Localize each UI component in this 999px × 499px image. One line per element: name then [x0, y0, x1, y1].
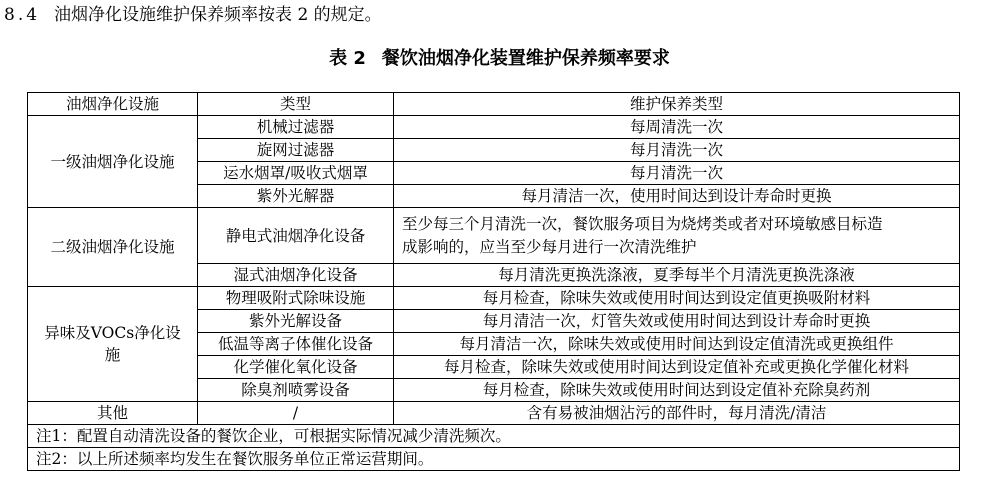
note-label: 注1： [36, 427, 77, 445]
note-text: 以上所述频率均发生在餐饮服务单位正常运营期间。 [76, 450, 434, 468]
category-line: 异味及VOCs净化设 [44, 324, 181, 342]
table-row [28, 116, 960, 139]
type-cell: 紫外光解器 [198, 185, 394, 208]
type-cell: 旋网过滤器 [198, 139, 394, 162]
section-text: 油烟净化设施维护保养频率按表 2 的规定。 [54, 5, 382, 25]
type-cell: 运水烟罩/吸收式烟罩 [198, 162, 394, 185]
maintenance-cell [394, 208, 960, 264]
maintenance-cell: 每月检查，除味失效或使用时间达到设定值补充除臭药剂 [394, 379, 960, 402]
maintenance-cell: 含有易被油烟沾污的部件时，每月清洗/清洁 [394, 402, 960, 425]
type-cell: / [198, 402, 394, 425]
note-cell [28, 425, 960, 448]
note-text: 配置自动清洗设备的餐饮企业，可根据实际情况减少清洗频次。 [76, 427, 511, 445]
maintenance-cell: 每月清洗更换洗涤液，夏季每半个月清洗更换洗涤液 [394, 264, 960, 287]
maintenance-cell: 每月清洗一次 [394, 162, 960, 185]
maintenance-cell: 每月清洁一次，使用时间达到设计寿命时更换 [394, 185, 960, 208]
type-cell: 化学催化氧化设备 [198, 356, 394, 379]
maintenance-cell: 每月检查，除味失效或使用时间达到设定值补充或更换化学催化材料 [394, 356, 960, 379]
category-cell: 二级油烟净化设施 [28, 208, 198, 287]
table-header-row [28, 93, 960, 116]
maintenance-cell: 每周清洗一次 [394, 116, 960, 139]
maintenance-cell: 每月清洗一次 [394, 139, 960, 162]
maintenance-cell: 每月清洁一次，除味失效或使用时间达到设定值清洗或更换组件 [394, 333, 960, 356]
section-paragraph [4, 4, 382, 26]
table-title: 餐饮油烟净化装置维护保养频率要求 [381, 48, 670, 69]
note-row [28, 425, 960, 448]
maintenance-cell: 每月检查，除味失效或使用时间达到设定值更换吸附材料 [394, 287, 960, 310]
header-facility: 油烟净化设施 [28, 93, 198, 116]
note-row [28, 448, 960, 471]
section-number: 8.4 [4, 5, 41, 25]
category-cell [28, 287, 198, 402]
type-cell: 机械过滤器 [198, 116, 394, 139]
category-cell: 一级油烟净化设施 [28, 116, 198, 208]
type-cell: 低温等离子体催化设备 [198, 333, 394, 356]
maintenance-line: 成影响的，应当至少每月进行一次清洗维护 [402, 237, 697, 256]
maintenance-table [27, 92, 960, 471]
table-row [28, 402, 960, 425]
maintenance-cell: 每月清洁一次，灯管失效或使用时间达到设计寿命时更换 [394, 310, 960, 333]
note-label: 注2： [36, 450, 77, 468]
type-cell: 紫外光解设备 [198, 310, 394, 333]
type-cell: 静电式油烟净化设备 [198, 208, 394, 264]
type-cell: 湿式油烟净化设备 [198, 264, 394, 287]
maintenance-line: 至少每三个月清洗一次，餐饮服务项目为烧烤类或者对环境敏感目标造 [402, 214, 883, 233]
type-cell: 物理吸附式除味设施 [198, 287, 394, 310]
table-row [28, 287, 960, 310]
table-caption [0, 47, 999, 71]
table-number: 表 2 [329, 48, 366, 69]
table-row [28, 208, 960, 264]
type-cell: 除臭剂喷雾设备 [198, 379, 394, 402]
category-cell: 其他 [28, 402, 198, 425]
header-maintenance: 维护保养类型 [394, 93, 960, 116]
category-line: 施 [104, 346, 121, 364]
note-cell [28, 448, 960, 471]
header-type: 类型 [198, 93, 394, 116]
